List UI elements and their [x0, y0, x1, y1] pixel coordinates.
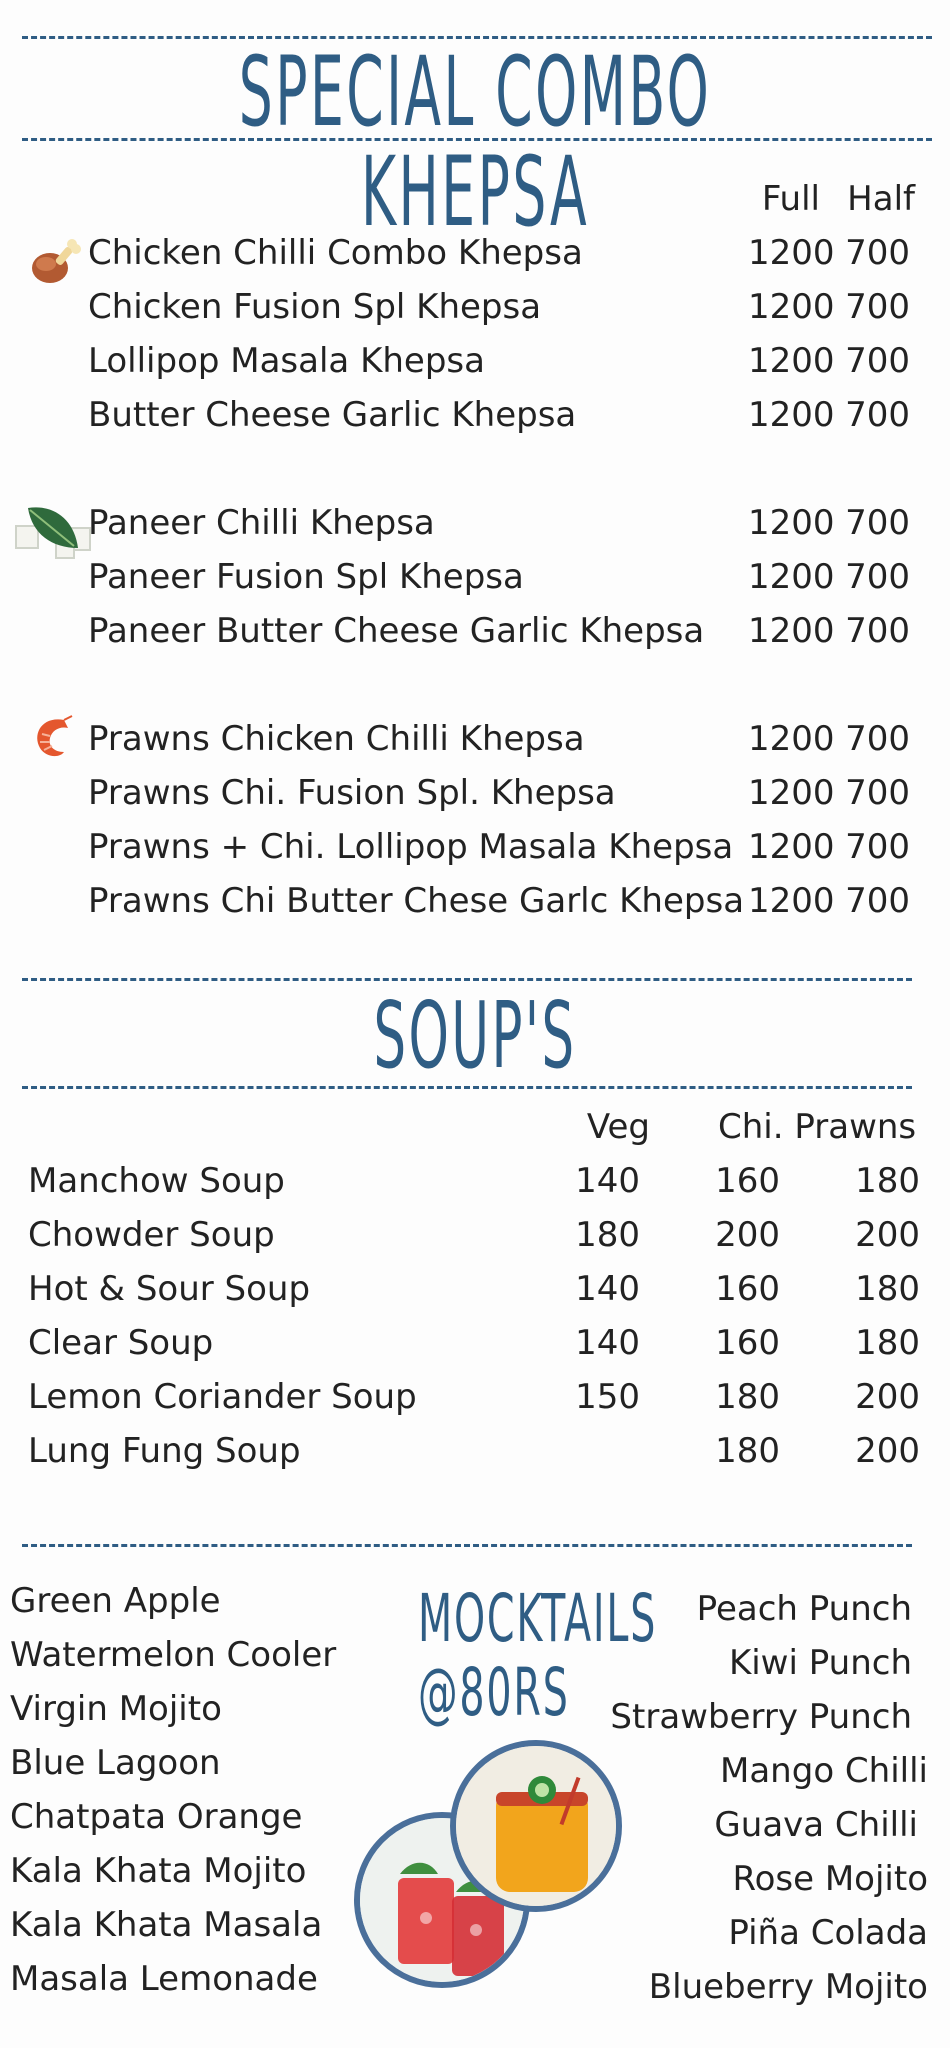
list-item: Kala Khata Mojito	[10, 1851, 307, 1891]
list-item: Blue Lagoon	[10, 1743, 221, 1783]
list-item: Piña Colada	[728, 1913, 928, 1953]
list-item: Blueberry Mojito	[648, 1967, 928, 2007]
list-item: Watermelon Cooler	[10, 1635, 337, 1675]
list-item: Kiwi Punch	[728, 1643, 912, 1683]
divider	[22, 978, 912, 981]
divider	[22, 138, 932, 141]
list-item: Kala Khata Masala	[10, 1905, 323, 1945]
list-item: Chatpata Orange	[10, 1797, 303, 1837]
list-item: Clear Soup 140 160 180	[28, 1323, 920, 1363]
col-half: Half	[847, 179, 915, 219]
list-item: Chicken Fusion Spl Khepsa 1200 700	[88, 287, 910, 327]
list-item: Chicken Chilli Combo Khepsa 1200 700	[88, 233, 910, 273]
list-item: Lollipop Masala Khepsa 1200 700	[88, 341, 910, 381]
combo-title: SPECIAL COMBO KHEPSA	[238, 36, 712, 248]
list-item: Peach Punch	[696, 1589, 912, 1629]
list-item: Butter Cheese Garlic Khepsa 1200 700	[88, 395, 910, 435]
list-item: Paneer Chilli Khepsa 1200 700	[88, 503, 910, 543]
list-item: Green Apple	[10, 1581, 221, 1621]
list-item: Rose Mojito	[732, 1859, 928, 1899]
list-item: Chowder Soup 180 200 200	[28, 1215, 920, 1255]
list-item: Prawns Chicken Chilli Khepsa 1200 700	[88, 719, 910, 759]
list-item: Paneer Fusion Spl Khepsa 1200 700	[88, 557, 910, 597]
list-item: Hot & Sour Soup 140 160 180	[28, 1269, 920, 1309]
col-chi-prawns: Chi. Prawns	[718, 1107, 917, 1147]
list-item: Mango Chilli	[720, 1751, 928, 1791]
list-item: Masala Lemonade	[10, 1959, 318, 1999]
col-full: Full	[761, 179, 820, 219]
soups-header	[0, 1100, 950, 1154]
orange-drink-image	[450, 1740, 622, 1912]
list-item: Lemon Coriander Soup 150 180 200	[28, 1377, 920, 1417]
divider	[22, 1544, 912, 1547]
mocktails-title: MOCKTAILS	[418, 1580, 658, 1657]
list-item: Prawns Chi. Fusion Spl. Khepsa 1200 700	[88, 773, 910, 813]
list-item: Prawns + Chi. Lollipop Masala Khepsa 1200 700	[88, 827, 910, 867]
list-item: Virgin Mojito	[10, 1689, 222, 1729]
list-item: Guava Chilli	[714, 1805, 918, 1845]
col-veg: Veg	[586, 1107, 650, 1147]
list-item: Lung Fung Soup 180 200	[28, 1431, 920, 1471]
divider	[22, 1086, 912, 1089]
soups-title: SOUP'S	[373, 982, 577, 1089]
list-item: Prawns Chi Butter Chese Garlc Khepsa 1200 700	[88, 881, 910, 921]
list-item: Manchow Soup 140 160 180	[28, 1161, 920, 1201]
list-item: Strawberry Punch	[610, 1697, 912, 1737]
combo-header	[0, 172, 950, 226]
mocktails-price: @80RS	[418, 1654, 570, 1731]
list-item: Paneer Butter Cheese Garlic Khepsa 1200 700	[88, 611, 910, 651]
